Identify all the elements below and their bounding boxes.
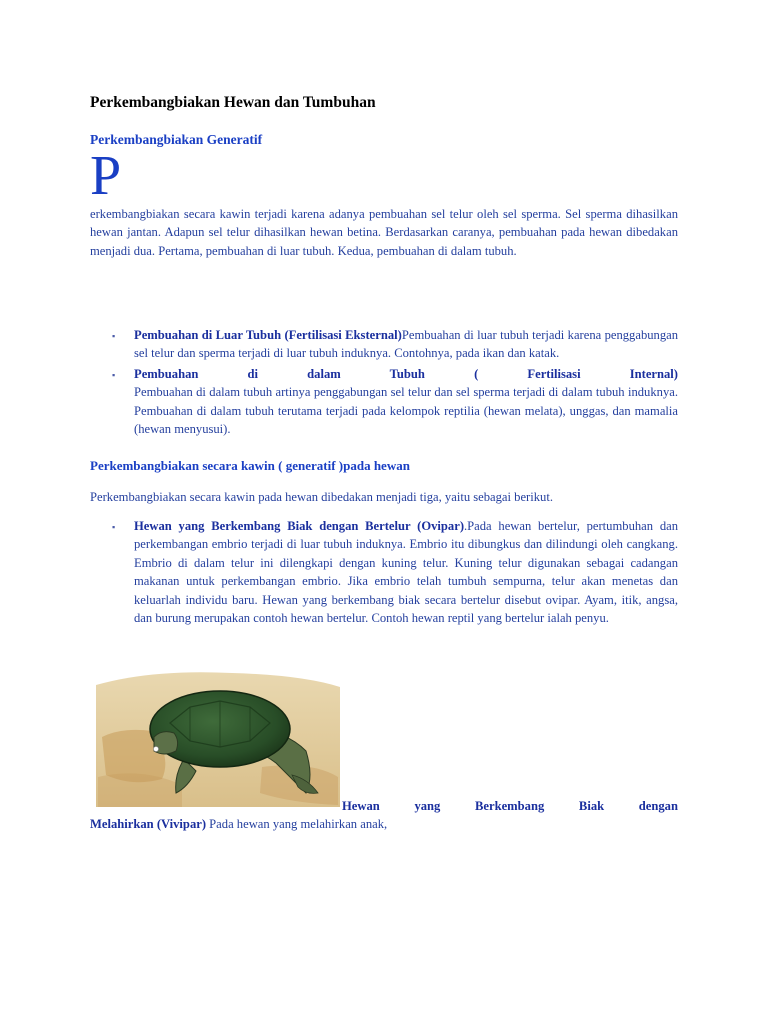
turtle-image: [92, 667, 342, 810]
vivipar-heading-row: [342, 797, 678, 815]
list-item: [90, 365, 678, 439]
vivipar-word: dengan: [638, 799, 678, 813]
list-item-text: Pembuahan di dalam tubuh artinya penggabungan sel telur dan sel sperma terjadi di dalam tubuh induknya. Pembuahan di dalam tubuh terutama terjadi pada kelompok reptilia (hewan melata), unggas, dan mamalia (hewan menyusui).: [134, 385, 678, 437]
vivipar-word: Biak: [578, 799, 605, 813]
list-item: [90, 326, 678, 363]
drop-cap-letter: P: [90, 145, 122, 207]
bullet-icon: ▪: [112, 369, 116, 380]
section-heading-generatif: Perkembangbiakan Generatif: [90, 132, 263, 147]
list-item-bold: Hewan yang Berkembang Biak dengan Bertelur (Ovipar): [134, 519, 465, 533]
list-item-bold: Pembuahan di Luar Tubuh (Fertilisasi Eksternal): [134, 328, 402, 342]
turtle-illustration: [92, 667, 342, 810]
vivipar-word: Berkembang: [475, 799, 545, 813]
list-item-text: Pembuahan di luar tubuh terjadi karena penggabungan sel telur dan sperma terjadi di luar tubuh induknya. Contohnya, pada ikan dan katak.: [134, 328, 679, 361]
vivipar-bold: Melahirkan (Vivipar): [90, 817, 207, 832]
list-item-text: .Pada hewan bertelur, pertumbuhan dan perkembangan embrio terjadi di luar tubuh induknya. Embrio itu dibungkus dan dilindungi oleh cangkang. Embrio di dalam telur ini dilengkapi dengan kuning telur. Kuning telur digunakan sebagai cadangan makanan untuk perkembangan embrio. Jika embrio telah tumbuh sempurna, telur akan menetas dan keluarlah individu baru. Hewan yang berkembang biak secara bertelur disebut ovipar. Ayam, itik, angsa, dan burung merupakan contoh hewan bertelur. Contoh hewan reptil yang bertelur ialah penyu.: [134, 519, 678, 626]
fertilisasi-list: [90, 326, 678, 438]
hewan-paragraph: Perkembangbiakan secara kawin pada hewan dibedakan menjadi tiga, yaitu sebagai berikut.: [90, 490, 553, 504]
page-title: Perkembangbiakan Hewan dan Tumbuhan: [90, 94, 376, 111]
bullet-icon: ▪: [112, 522, 116, 532]
vivipar-row2: [90, 815, 678, 833]
vivipar-word: yang: [414, 799, 441, 813]
vivipar-word: Hewan: [342, 799, 380, 813]
ovipar-list: [90, 517, 678, 627]
section-heading-hewan: Perkembangbiakan secara kawin ( generatif )pada hewan: [90, 458, 410, 473]
vivipar-paragraph: [90, 797, 678, 834]
bullet-icon: ▪: [112, 331, 116, 341]
intro-paragraph: erkembangbiakan secara kawin terjadi karena adanya pembuahan sel telur oleh sel sperma. Sel sperma dihasilkan hewan jantan. Adapun sel telur dihasilkan hewan betina. Berdasarkan caranya, pembuahan pada hewan dibedakan menjadi dua. Pertama, pembuahan di luar tubuh. Kedua, pembuahan di dalam tubuh.: [90, 207, 678, 258]
vivipar-text: Pada hewan yang melahirkan anak,: [206, 817, 388, 832]
list-item-bold: Pembuahan di dalam Tubuh ( Fertilisasi Internal): [134, 366, 678, 381]
list-item: [90, 517, 678, 627]
